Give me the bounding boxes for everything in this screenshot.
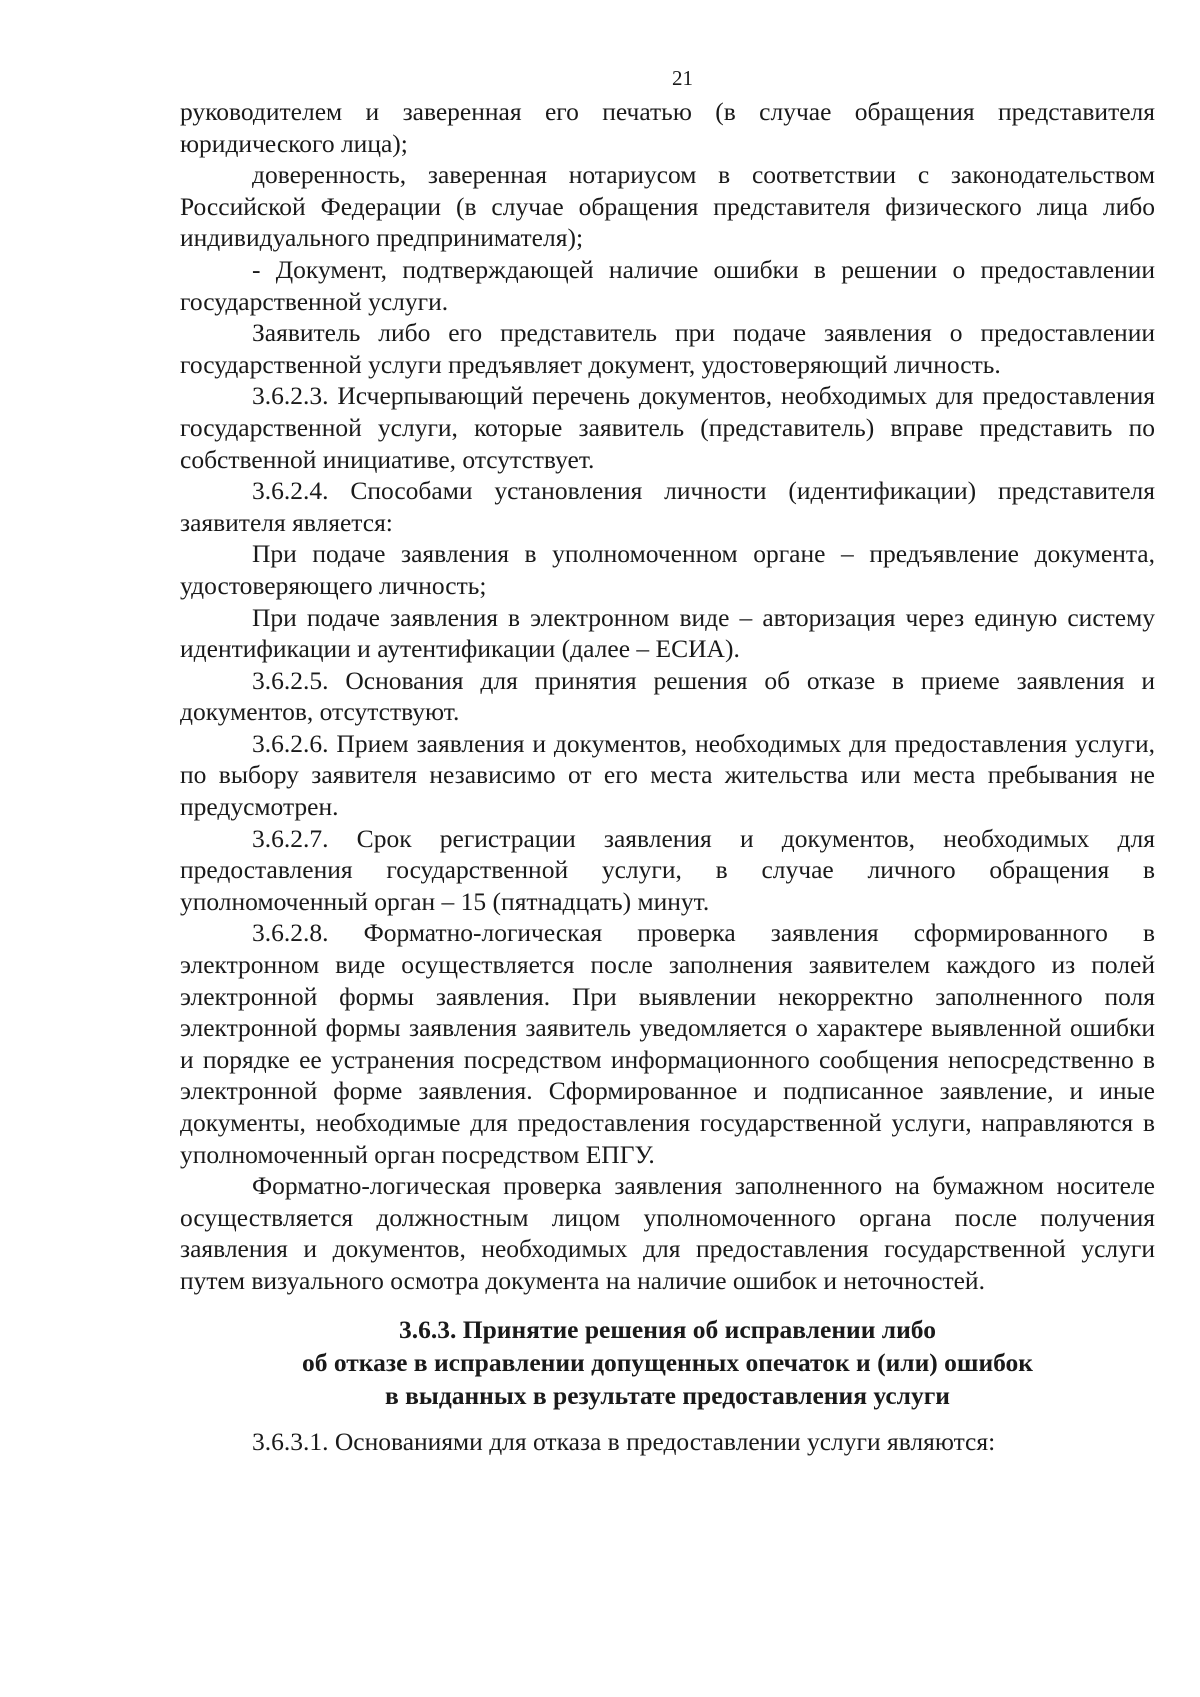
heading-line-2: об отказе в исправлении допущенных опечаток и (или) ошибок	[301, 1347, 1033, 1377]
paragraph-3-6-2-5: 3.6.2.5. Основания для принятия решения об отказе в приеме заявления и документов, отсутствуют.	[180, 665, 1155, 727]
paragraph-3-6-2-6: 3.6.2.6. Прием заявления и документов, необходимых для предоставления услуги, по выбору заявителя независимо от его места жительства или места пребывания не предусмотрен.	[180, 728, 1155, 822]
page-number: 21	[672, 66, 693, 90]
paragraph-power-of-attorney: доверенность, заверенная нотариусом в соответствии с законодательством Российской Федерации (в случае обращения представителя физического лица либо индивидуального предпринимателя);	[180, 160, 1155, 253]
section-heading-3-6-3	[180, 1313, 1155, 1412]
paragraph-3-6-2-4: 3.6.2.4. Способами установления личности (идентификации) представителя заявителя является:	[180, 476, 1155, 537]
paragraph-3-6-2-8: 3.6.2.8. Форматно-логическая проверка заявления сформированного в электронном виде осуществляется после заполнения заявителем каждого из полей электронной формы заявления. При выявлении некорректно заполненного поля электронной формы заявления заявитель уведомляется о характере выявленной ошибки и порядке ее устранения посредством информационного сообщения непосредственно в электронной форме заявления. Сформированное и подписанное заявление, и иные документы, необходимые для предоставления государственной услуги, направляются в уполномоченный орган посредством ЕПГУ.	[180, 918, 1155, 1169]
heading-line-3: в выданных в результате предоставления услуги	[385, 1380, 950, 1410]
paragraph-paper-check: Форматно-логическая проверка заявления заполненного на бумажном носителе осуществляется должностным лицом уполномоченного органа после получения заявления и документов, необходимых для предоставления государственной услуги путем визуального осмотра документа на наличие ошибок и неточностей.	[180, 1171, 1155, 1295]
paragraph-3-6-2-7: 3.6.2.7. Срок регистрации заявления и документов, необходимых для предоставления государственной услуги, в случае личного обращения в уполномоченный орган – 15 (пятнадцать) минут.	[180, 823, 1155, 916]
paragraph-in-person: При подаче заявления в уполномоченном органе – предъявление документа, удостоверяющего личность;	[180, 539, 1155, 600]
paragraph-identity-document: Заявитель либо его представитель при подаче заявления о предоставлении государственной услуги предъявляет документ, удостоверяющий личность.	[180, 318, 1155, 379]
paragraph-electronic: При подаче заявления в электронном виде – авторизация через единую систему идентификации и аутентификации (далее – ЕСИА).	[180, 602, 1155, 664]
paragraph-3-6-3-1: 3.6.3.1. Основаниями для отказа в предоставлении услуги являются:	[252, 1426, 996, 1456]
paragraph-error-document: - Документ, подтверждающей наличие ошибки в решении о предоставлении государственной услуги.	[180, 254, 1155, 316]
paragraph-continuation: руководителем и заверенная его печатью (в случае обращения представителя юридического лица);	[180, 97, 1155, 158]
document-page	[180, 60, 1155, 1457]
heading-line-1: 3.6.3. Принятие решения об исправлении либо	[399, 1314, 936, 1344]
paragraph-3-6-2-3: 3.6.2.3. Исчерпывающий перечень документов, необходимых для предоставления государственной услуги, которые заявитель (представитель) вправе представить по собственной инициативе, отсутствует.	[180, 381, 1155, 474]
